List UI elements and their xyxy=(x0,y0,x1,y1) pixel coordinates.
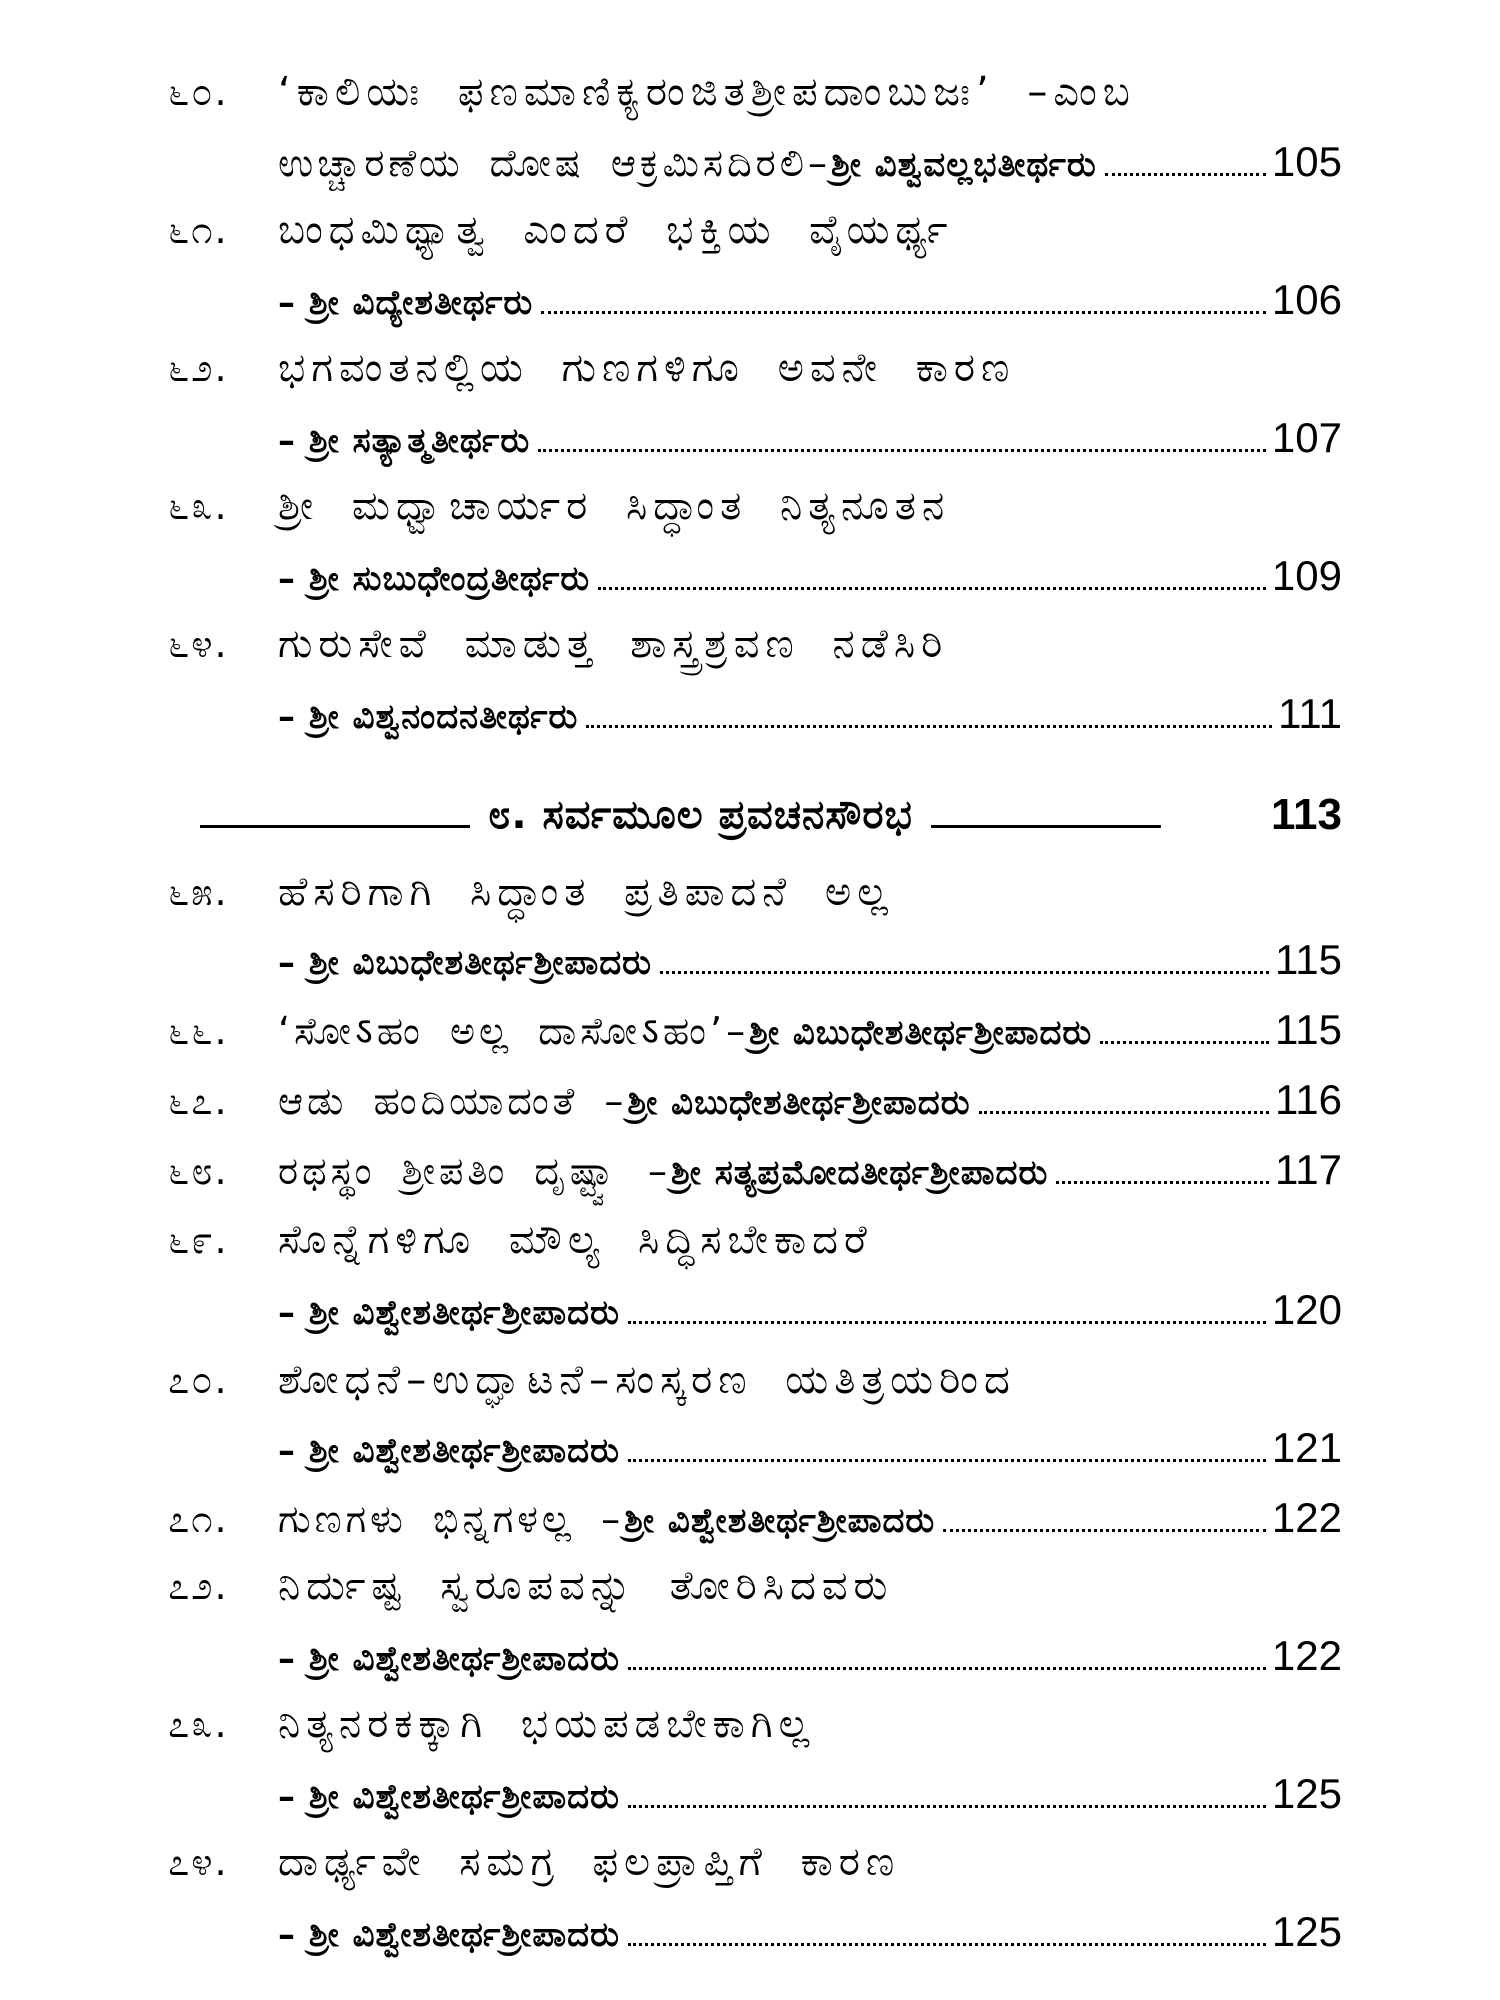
entry-title: ಶೋಧನೆ–ಉದ್ಘಾಟನೆ–ಸಂಸ್ಕರಣ ಯತಿತ್ರಯರಿಂದ xyxy=(278,1357,1016,1403)
entry-author: – ಶ್ರೀ ವಿಶ್ವೇಶತೀರ್ಥಶ್ರೀಪಾದರು xyxy=(278,1431,620,1471)
dot-leader xyxy=(979,1111,1269,1114)
entry-number: ೭೪. xyxy=(168,1839,229,1884)
entry-page-number: 115 xyxy=(1275,1006,1342,1053)
entry-author: – ಶ್ರೀ ವಿಶ್ವೇಶತೀರ್ಥಶ್ರೀಪಾದರು xyxy=(278,1915,620,1955)
entry-title: ‘ಕಾಲಿಯಃ ಫಣಮಾಣಿಕ್ಯರಂಜಿತಶ್ರೀಪದಾಂಬುಜಃ’ –ಎಂಬ xyxy=(278,69,1136,115)
entry-author: ಶ್ರೀ ವಿಶ್ವೇಶತೀರ್ಥಶ್ರೀಪಾದರು xyxy=(624,1501,936,1541)
dot-leader xyxy=(628,1459,1266,1462)
toc-entry-74 xyxy=(0,1832,1500,1892)
entry-title: ದಾರ್ಢ್ಯವೇ ಸಮಗ್ರ ಫಲಪ್ರಾಪ್ತಿಗೆ ಕಾರಣ xyxy=(278,1839,901,1885)
entry-number: ೭೨. xyxy=(168,1563,229,1608)
section-page-number: 113 xyxy=(1271,790,1342,839)
entry-title: ಹೆಸರಿಗಾಗಿ ಸಿದ್ಧಾಂತ ಪ್ರತಿಪಾದನೆ ಅಲ್ಲ xyxy=(278,869,894,915)
entry-number: ೬೨. xyxy=(168,345,229,390)
entry-title: ಭಗವಂತನಲ್ಲಿಯ ಗುಣಗಳಿಗೂ ಅವನೇ ಕಾರಣ xyxy=(278,345,1016,391)
toc-entry-65-author-row xyxy=(0,930,1500,990)
entry-number: ೭೧. xyxy=(168,1497,229,1541)
toc-entry-71 xyxy=(0,1488,1500,1548)
entry-page-number: 107 xyxy=(1271,414,1342,461)
toc-entry-74-author-row xyxy=(0,1902,1500,1962)
entry-number: ೬೯. xyxy=(168,1217,229,1262)
entry-number: ೬೮. xyxy=(168,1149,229,1193)
entry-title: ಆಡು ಹಂದಿಯಾದಂತೆ – xyxy=(278,1079,628,1123)
toc-entry-63-author-row xyxy=(0,546,1500,606)
toc-entry-70-author-row xyxy=(0,1418,1500,1478)
toc-entry-62 xyxy=(0,338,1500,398)
section-rule-right xyxy=(931,825,1161,828)
entry-page-number: 122 xyxy=(1271,1632,1342,1679)
entry-number: ೬೦. xyxy=(168,69,229,114)
entry-number: ೭೩. xyxy=(168,1701,229,1746)
entry-author: – ಶ್ರೀ ವಿಶ್ವೇಶತೀರ್ಥಶ್ರೀಪಾದರು xyxy=(278,1293,620,1333)
section-heading xyxy=(0,780,1500,850)
entry-author: – ಶ್ರೀ ವಿಶ್ವೇಶತೀರ್ಥಶ್ರೀಪಾದರು xyxy=(278,1639,620,1679)
entry-page-number: 125 xyxy=(1271,1770,1342,1817)
toc-entry-65 xyxy=(0,862,1500,922)
entry-number: ೬೧. xyxy=(168,207,229,252)
dot-leader xyxy=(538,449,1266,452)
entry-number: ೬೬. xyxy=(168,1009,229,1053)
toc-entry-72 xyxy=(0,1556,1500,1616)
entry-author: – ಶ್ರೀ ಸತ್ಯಾತ್ಮತೀರ್ಥರು xyxy=(278,421,531,461)
dot-leader xyxy=(660,971,1269,974)
entry-page-number: 120 xyxy=(1271,1286,1342,1333)
entry-title: ನಿತ್ಯನರಕಕ್ಕಾಗಿ ಭಯಪಡಬೇಕಾಗಿಲ್ಲ xyxy=(278,1701,816,1747)
toc-entry-68 xyxy=(0,1140,1500,1200)
entry-author: ಶ್ರೀ ವಿಬುಧೇಶತೀರ್ಥಶ್ರೀಪಾದರು xyxy=(627,1083,971,1123)
entry-title: ರಥಸ್ಥಂ ಶ್ರೀಪತಿಂ ದೃಷ್ಟ್ವಾ – xyxy=(278,1149,671,1193)
entry-number: ೬೭. xyxy=(168,1079,229,1123)
toc-entry-67 xyxy=(0,1070,1500,1130)
entry-page-number: 117 xyxy=(1275,1146,1342,1193)
entry-author: ಶ್ರೀ ಸತ್ಯಪ್ರಮೋದತೀರ್ಥಶ್ರೀಪಾದರು xyxy=(670,1153,1049,1193)
dot-leader xyxy=(1056,1181,1269,1184)
entry-title: ‘ಸೋऽಹಂ ಅಲ್ಲ ದಾಸೋऽಹಂ’– xyxy=(278,1009,750,1053)
toc-entry-60 xyxy=(0,62,1500,122)
dot-leader xyxy=(598,587,1266,590)
entry-title: ಸೊನ್ನೆಗಳಿಗೂ ಮೌಲ್ಯ ಸಿದ್ಧಿಸಬೇಕಾದರೆ xyxy=(278,1217,873,1263)
dot-leader xyxy=(628,1667,1266,1670)
toc-entry-72-author-row xyxy=(0,1626,1500,1686)
entry-page-number: 125 xyxy=(1271,1908,1342,1955)
entry-page-number: 115 xyxy=(1275,936,1342,983)
toc-entry-62-author-row xyxy=(0,408,1500,468)
toc-entry-60-author-row xyxy=(0,132,1500,192)
entry-page-number: 111 xyxy=(1278,690,1342,737)
entry-number: ೬೫. xyxy=(168,869,229,914)
entry-page-number: 106 xyxy=(1271,276,1342,323)
entry-title: ಗುರುಸೇವೆ ಮಾಡುತ್ತ ಶಾಸ್ತ್ರಶ್ರವಣ ನಡೆಸಿರಿ xyxy=(278,621,949,667)
dot-leader xyxy=(1100,1041,1269,1044)
dot-leader xyxy=(1105,173,1266,176)
entry-number: ೭೦. xyxy=(168,1357,229,1402)
toc-entry-63 xyxy=(0,476,1500,536)
toc-entry-73-author-row xyxy=(0,1764,1500,1824)
entry-page-number: 122 xyxy=(1271,1494,1342,1541)
dot-leader xyxy=(541,311,1266,314)
entry-page-number: 116 xyxy=(1275,1076,1342,1123)
entry-number: ೬೩. xyxy=(168,483,229,528)
entry-author: – ಶ್ರೀ ಸುಬುಧೇಂದ್ರತೀರ್ಥರು xyxy=(278,559,591,599)
entry-author: – ಶ್ರೀ ವಿಶ್ವೇಶತೀರ್ಥಶ್ರೀಪಾದರು xyxy=(278,1777,620,1817)
entry-title: ಗುಣಗಳು ಭಿನ್ನಗಳಲ್ಲ – xyxy=(278,1497,625,1541)
toc-entry-69 xyxy=(0,1210,1500,1270)
entry-author: – ಶ್ರೀ ವಿಬುಧೇಶತೀರ್ಥಶ್ರೀಪಾದರು xyxy=(278,943,652,983)
entry-title: ಬಂಧಮಿಥ್ಯಾತ್ವ ಎಂದರೆ ಭಕ್ತಿಯ ವೈಯರ್ಥ್ಯ xyxy=(278,207,954,253)
entry-number: ೬೪. xyxy=(168,621,229,666)
section-rule-left xyxy=(200,825,470,828)
toc-entry-64 xyxy=(0,614,1500,674)
dot-leader xyxy=(628,1943,1266,1946)
entry-title: ನಿರ್ದುಷ್ಟ ಸ್ವರೂಪವನ್ನು ತೋರಿಸಿದವರು xyxy=(278,1563,894,1609)
dot-leader xyxy=(943,1529,1266,1532)
toc-entry-64-author-row xyxy=(0,684,1500,744)
entry-title-continued: ಉಚ್ಚಾರಣೆಯ ದೋಷ ಆಕ್ರಮಿಸದಿರಲಿ– xyxy=(278,141,831,185)
toc-entry-73 xyxy=(0,1694,1500,1754)
dot-leader xyxy=(628,1321,1266,1324)
toc-entry-69-author-row xyxy=(0,1280,1500,1340)
toc-entry-61 xyxy=(0,200,1500,260)
toc-entry-70 xyxy=(0,1350,1500,1410)
entry-page-number: 121 xyxy=(1271,1424,1342,1471)
entry-title: ಶ್ರೀ ಮಧ್ವಾಚಾರ್ಯರ ಸಿದ್ಧಾಂತ ನಿತ್ಯನೂತನ xyxy=(278,483,951,529)
toc-entry-66 xyxy=(0,1000,1500,1060)
entry-page-number: 109 xyxy=(1271,552,1342,599)
section-title: ೮. ಸರ್ವಮೂಲ ಪ್ರವಚನಸೌರಭ xyxy=(488,792,913,838)
entry-author: – ಶ್ರೀ ವಿದ್ಯೇಶತೀರ್ಥರು xyxy=(278,283,534,323)
dot-leader xyxy=(586,725,1272,728)
entry-author: ಶ್ರೀ ವಿಬುಧೇಶತೀರ್ಥಶ್ರೀಪಾದರು xyxy=(749,1013,1093,1053)
entry-author: – ಶ್ರೀ ವಿಶ್ವನಂದನತೀರ್ಥರು xyxy=(278,697,579,737)
entry-page-number: 105 xyxy=(1271,138,1342,185)
dot-leader xyxy=(628,1805,1266,1808)
entry-author: ಶ್ರೀ ವಿಶ್ವವಲ್ಲಭತೀರ್ಥರು xyxy=(830,145,1097,185)
toc-entry-61-author-row xyxy=(0,270,1500,330)
